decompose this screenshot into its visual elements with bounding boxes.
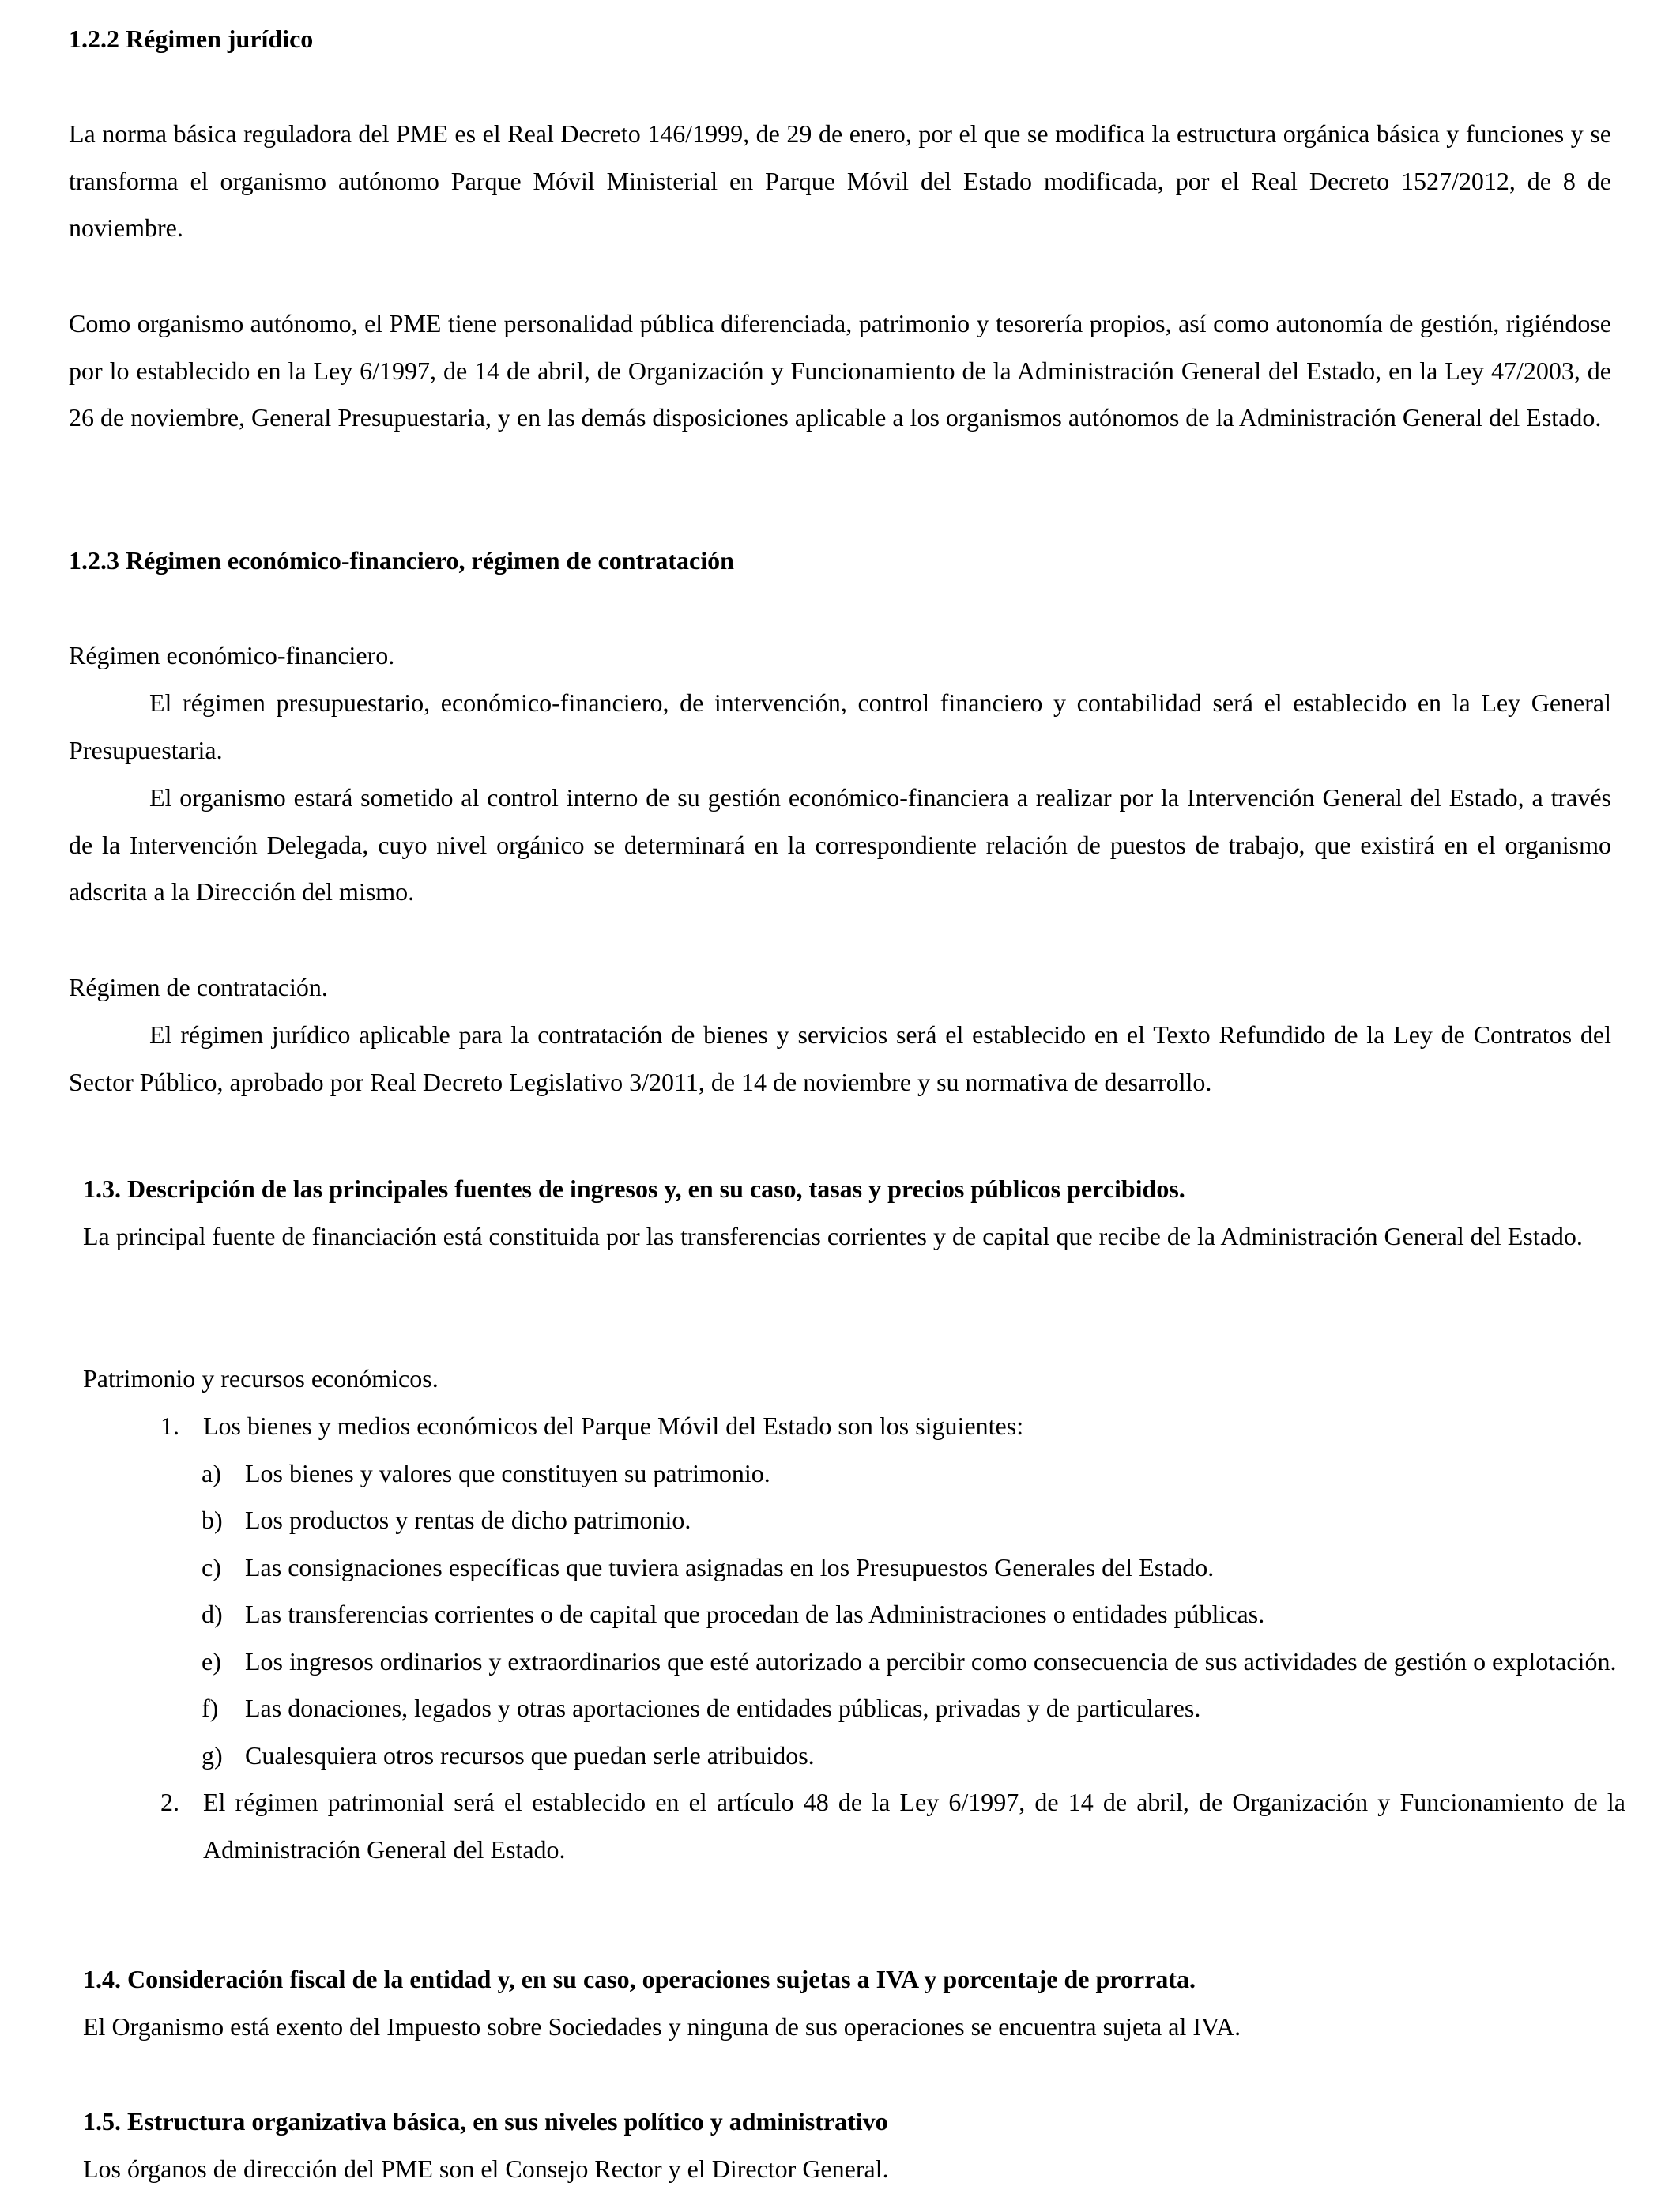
sublist-item-text: Las consignaciones específicas que tuviera asignadas en los Presupuestos Generales del Estado. [245, 1552, 1215, 1581]
section-heading-1-4: 1.4. Consideración fiscal de la entidad y, en su caso, operaciones sujetas a IVA y porcentaje de prorrata. [83, 1965, 1196, 1993]
sublist-item-text: Las transferencias corrientes o de capital que procedan de las Administraciones o entidades públicas. [245, 1600, 1265, 1628]
resources-sublist [203, 1450, 1625, 1780]
list-item-text: Los bienes y medios económicos del Parque Móvil del Estado son los siguientes: [203, 1412, 1024, 1440]
sublist-marker: d) [202, 1600, 223, 1628]
sublist-marker: g) [202, 1740, 223, 1770]
sublist-marker: c) [202, 1552, 221, 1581]
sublist-item [83, 1591, 1625, 1638]
sublist-item-text: Las donaciones, legados y otras aportaciones de entidades públicas, privadas y de particulares. [245, 1694, 1201, 1722]
subsection-title-economico-financiero: Régimen económico-financiero. [69, 641, 395, 669]
sublist-marker: a) [202, 1458, 221, 1487]
sublist-marker: b) [202, 1506, 223, 1534]
sublist-item-text: Los productos y rentas de dicho patrimonio. [245, 1506, 691, 1534]
paragraph-organos-direccion: Los órganos de dirección del PME son el Consejo Rector y el Director General. [83, 2154, 889, 2183]
sublist-item-text: Los ingresos ordinarios y extraordinarios que esté autorizado a percibir como consecuencia de sus actividades de gestión o explotación. [245, 1646, 1617, 1676]
sublist-item [83, 1638, 1625, 1686]
list-item-text: El régimen patrimonial será el establecido en el artículo 48 de la Ley 6/1997, de 14 de abril, de Organización y Funcionamiento de la Administración General del Estado. [203, 1788, 1625, 1864]
subsection-title-patrimonio: Patrimonio y recursos económicos. [83, 1364, 439, 1393]
section-heading-1-5: 1.5. Estructura organizativa básica, en sus niveles político y administrativo [83, 2107, 888, 2136]
sublist-item [83, 1544, 1625, 1592]
sublist-item [83, 1685, 1625, 1732]
sublist-item [83, 1450, 1625, 1498]
paragraph-regimen-presupuestario: El régimen presupuestario, económico-financiero, de intervención, control financiero y contabilidad será el establecido en la Ley General Presupuestaria. [69, 688, 1611, 764]
sublist-item-text: Los bienes y valores que constituyen su patrimonio. [245, 1458, 770, 1487]
list-marker: 1. [160, 1412, 179, 1440]
list-item [83, 1403, 1625, 1779]
paragraph-control-interno: El organismo estará sometido al control interno de su gestión económico-financiera a realizar por la Intervención General del Estado, a través de la Intervención Delegada, cuyo nivel orgánico se determinará en la correspondiente relación de puestos de trabajo, que existirá en el organismo adscrita a la Dirección del mismo. [69, 783, 1611, 906]
sublist-marker: f) [202, 1694, 219, 1722]
section-heading-1-2-3: 1.2.3 Régimen económico-financiero, régimen de contratación [69, 546, 734, 575]
paragraph-regimen-contratacion: El régimen jurídico aplicable para la contratación de bienes y servicios será el establecido en el Texto Refundido de la Ley de Contratos del Sector Público, aprobado por Real Decreto Legislativo 3/2011, de 14 de noviembre y su normativa de desarrollo. [69, 1020, 1611, 1096]
section-heading-1-2-2: 1.2.2 Régimen jurídico [69, 25, 314, 53]
subsection-title-contratacion: Régimen de contratación. [69, 973, 328, 1001]
sublist-item [83, 1732, 1625, 1780]
sublist-item [83, 1497, 1625, 1544]
sublist-item-text: Cualesquiera otros recursos que puedan serle atribuidos. [245, 1740, 815, 1770]
list-marker: 2. [160, 1788, 179, 1816]
section-heading-1-3: 1.3. Descripción de las principales fuentes de ingresos y, en su caso, tasas y precios públicos percibidos. [83, 1174, 1185, 1203]
paragraph-consideracion-fiscal: El Organismo está exento del Impuesto sobre Sociedades y ninguna de sus operaciones se encuentra sujeta al IVA. [83, 2012, 1241, 2041]
sublist-marker: e) [202, 1646, 221, 1676]
resources-list [83, 1403, 1625, 1873]
paragraph-organismo-autonomo: Como organismo autónomo, el PME tiene personalidad pública diferenciada, patrimonio y tesorería propios, así como autonomía de gestión, rigiéndose por lo establecido en la Ley 6/1997, de 14 de abril, de Organización y Funcionamiento de la Administración General del Estado, en la Ley 47/2003, de 26 de noviembre, General Presupuestaria, y en las demás disposiciones aplicable a los organismos autónomos de la Administración General del Estado. [69, 309, 1611, 432]
list-item [83, 1779, 1625, 1873]
paragraph-norma-basica: La norma básica reguladora del PME es el Real Decreto 146/1999, de 29 de enero, por el que se modifica la estructura orgánica básica y funciones y se transforma el organismo autónomo Parque Móvil Ministerial en Parque Móvil del Estado modificada, por el Real Decreto 1527/2012, de 8 de noviembre. [69, 119, 1611, 242]
paragraph-fuente-financiacion: La principal fuente de financiación está constituida por las transferencias corrientes y de capital que recibe de la Administración General del Estado. [83, 1222, 1583, 1250]
